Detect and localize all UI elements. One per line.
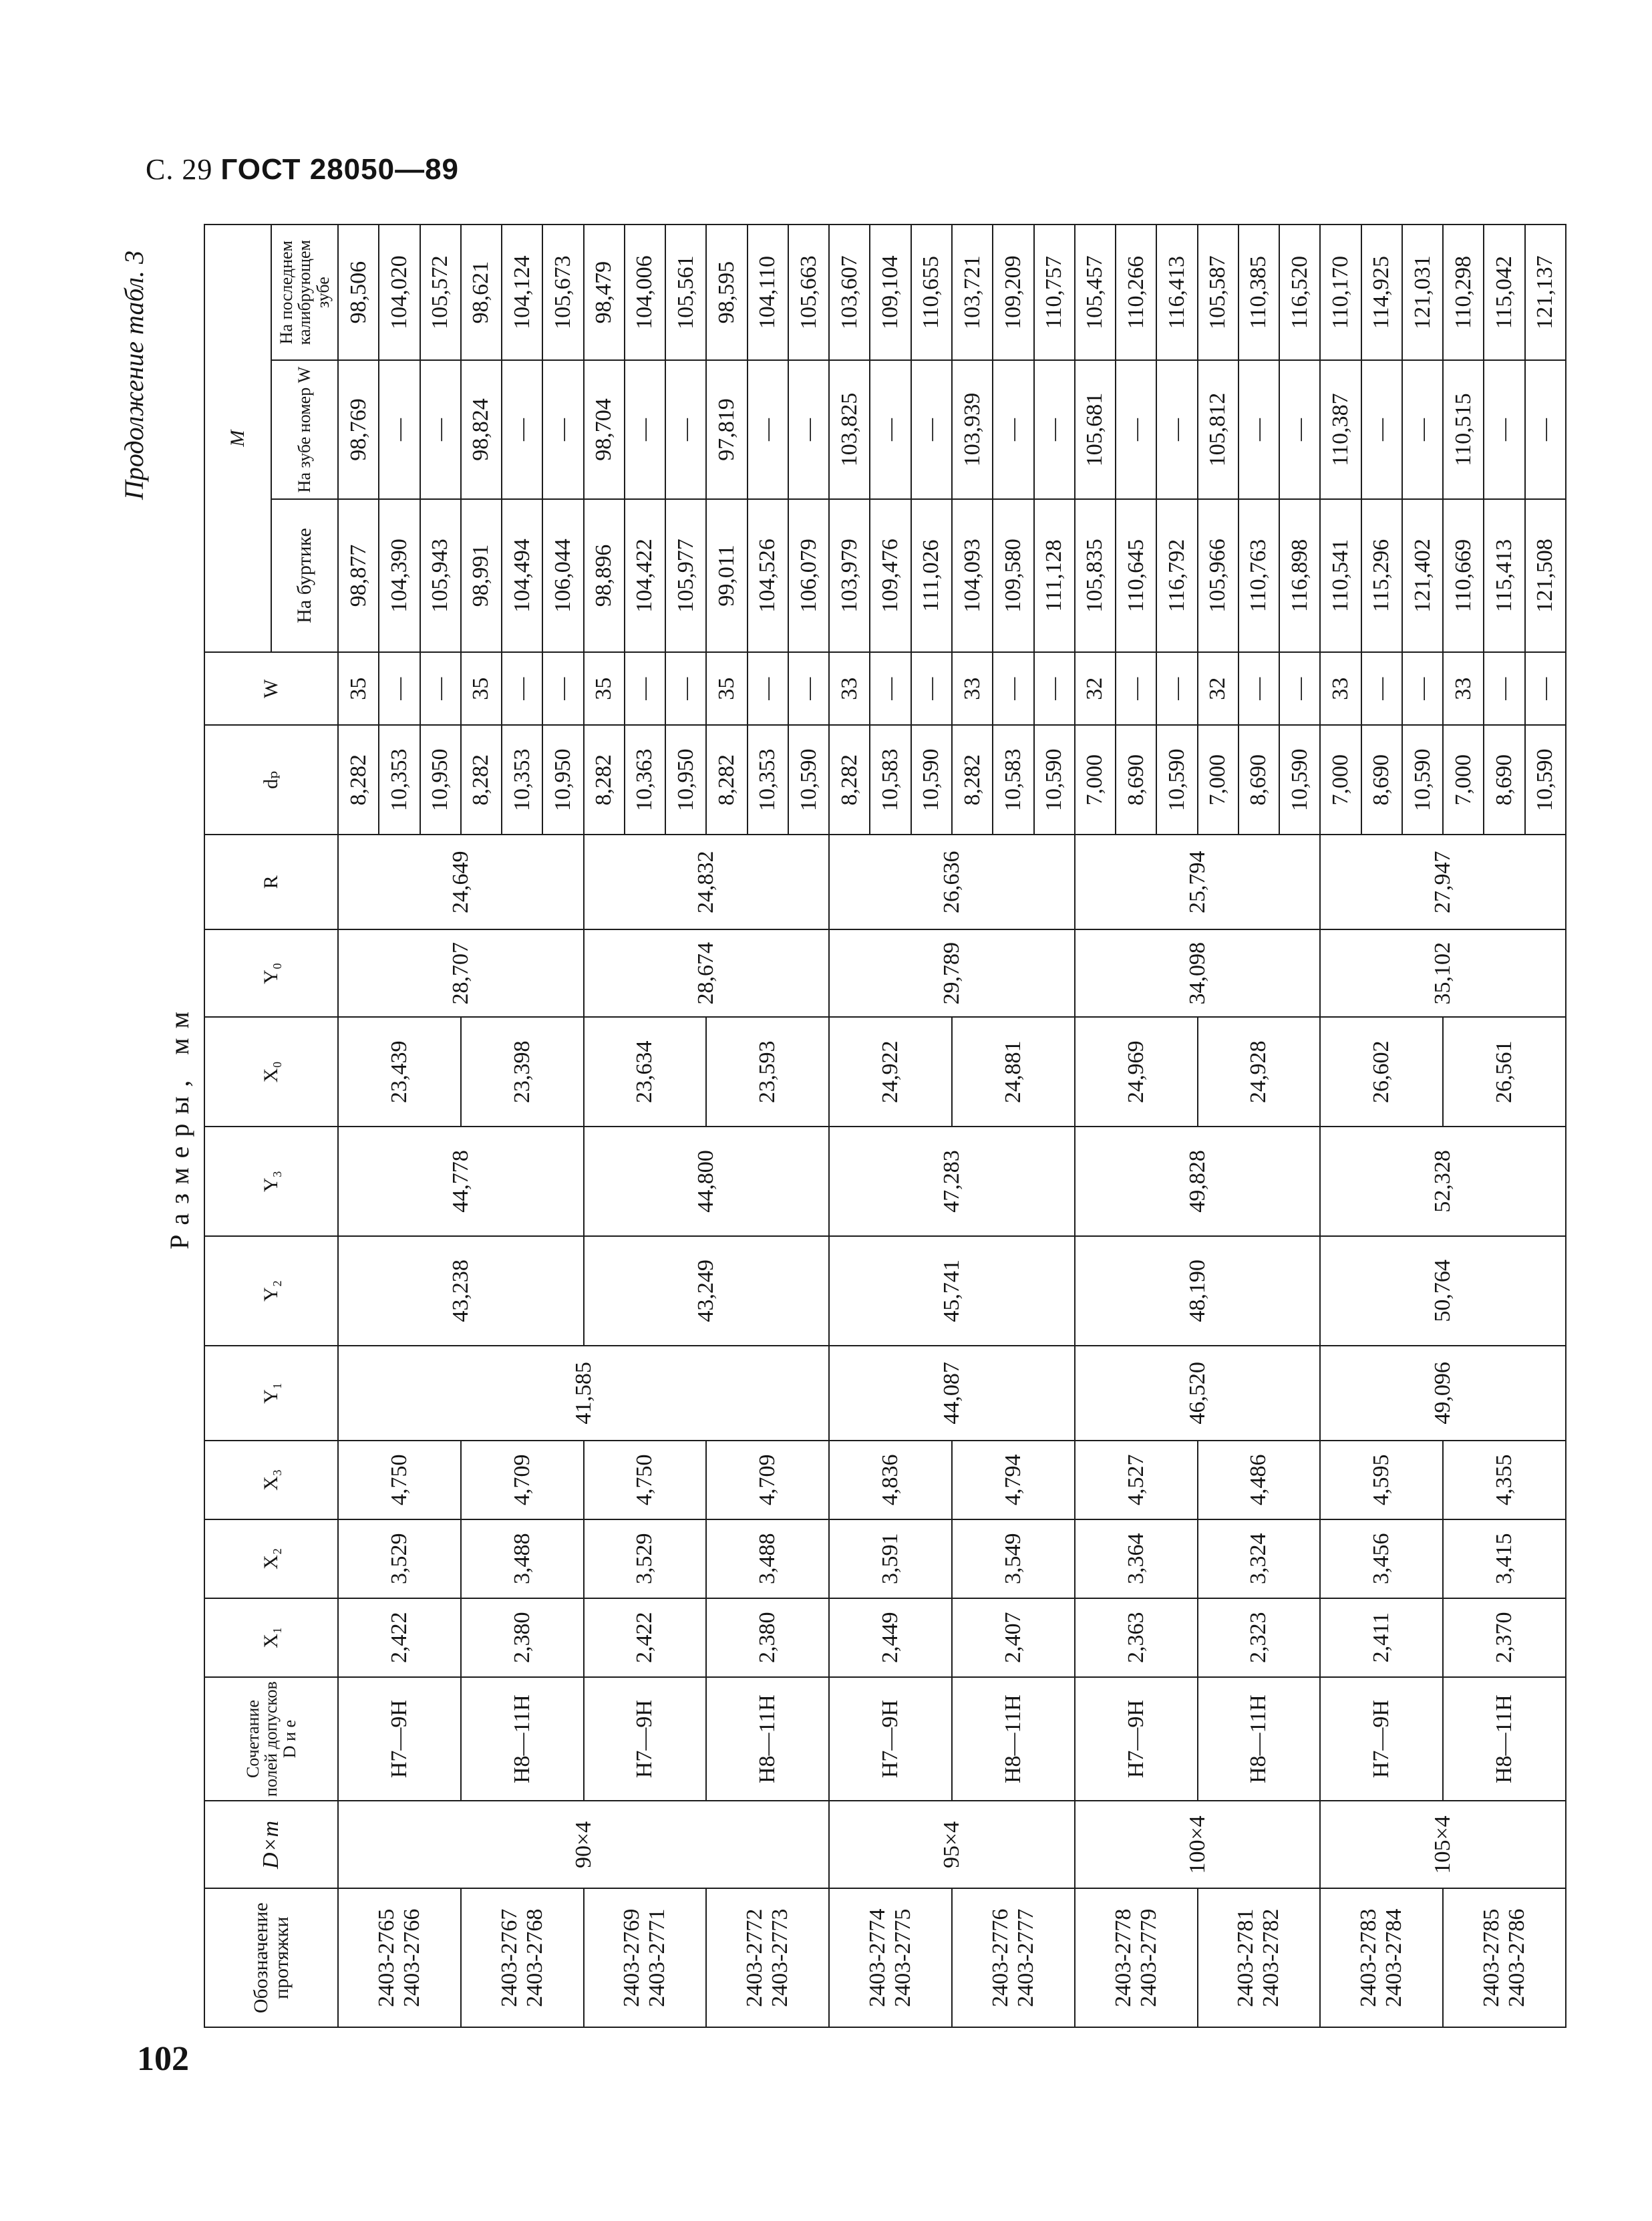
m-tooth-w-cell: 110,387 xyxy=(1320,360,1361,499)
x3-cell: 4,836 xyxy=(829,1441,952,1519)
m-collar-cell: 105,966 xyxy=(1198,499,1238,652)
designation-cell xyxy=(584,1888,707,2027)
m-last-cell: 110,266 xyxy=(1116,225,1156,360)
dp-cell: 8,282 xyxy=(338,725,379,835)
m-last-cell: 103,721 xyxy=(952,225,993,360)
m-tooth-w-cell: 98,824 xyxy=(461,360,502,499)
fit-cell: H8—11H xyxy=(461,1677,584,1801)
designation-cell xyxy=(338,1888,461,2027)
y0-cell: 34,098 xyxy=(1075,929,1321,1017)
m-tooth-w-cell: — xyxy=(1525,360,1566,499)
col-designation: Обозначение протяжки xyxy=(204,1888,338,2027)
designation-cell xyxy=(1075,1888,1198,2027)
y1-cell: 49,096 xyxy=(1320,1346,1566,1441)
designation-code: 2403-2777 xyxy=(1013,1908,1038,2007)
designation-code: 2403-2781 xyxy=(1233,1908,1259,2007)
x1-cell: 2,363 xyxy=(1075,1598,1198,1677)
dp-cell: 10,590 xyxy=(788,725,829,835)
x1-cell: 2,411 xyxy=(1320,1598,1443,1677)
x0-cell: 24,881 xyxy=(952,1017,1075,1127)
designation-code: 2403-2771 xyxy=(645,1908,670,2007)
x3-cell: 4,595 xyxy=(1320,1441,1443,1519)
x2-cell: 3,364 xyxy=(1075,1519,1198,1598)
y3-cell: 44,800 xyxy=(584,1127,830,1236)
m-last-cell: 110,655 xyxy=(911,225,952,360)
m-tooth-w-cell: 98,769 xyxy=(338,360,379,499)
m-last-cell: 98,621 xyxy=(461,225,502,360)
y0-cell: 29,789 xyxy=(829,929,1075,1017)
w-cell: — xyxy=(1238,652,1279,725)
m-collar-cell: 111,128 xyxy=(1034,499,1075,652)
x2-cell: 3,529 xyxy=(584,1519,707,1598)
broach-dimensions-table xyxy=(204,224,1566,2028)
m-last-cell: 121,137 xyxy=(1525,225,1566,360)
m-collar-cell: 121,402 xyxy=(1402,499,1443,652)
x3-cell: 4,750 xyxy=(338,1441,461,1519)
w-cell: — xyxy=(379,652,420,725)
table-row xyxy=(461,225,502,2027)
m-collar-cell: 116,792 xyxy=(1156,499,1197,652)
x1-cell: 2,323 xyxy=(1198,1598,1321,1677)
table-row xyxy=(1198,225,1238,2027)
w-cell: 32 xyxy=(1075,652,1116,725)
m-collar-cell: 110,669 xyxy=(1443,499,1484,652)
designation-code: 2403-2774 xyxy=(865,1908,890,2007)
dp-cell: 7,000 xyxy=(1320,725,1361,835)
w-cell: — xyxy=(665,652,706,725)
m-tooth-w-cell: 110,515 xyxy=(1443,360,1484,499)
m-collar-cell: 104,093 xyxy=(952,499,993,652)
m-last-cell: 109,209 xyxy=(993,225,1033,360)
dp-cell: 8,282 xyxy=(584,725,625,835)
x1-cell: 2,407 xyxy=(952,1598,1075,1677)
m-collar-cell: 105,977 xyxy=(665,499,706,652)
m-last-cell: 116,520 xyxy=(1279,225,1320,360)
m-tooth-w-cell: — xyxy=(420,360,461,499)
y3-cell: 47,283 xyxy=(829,1127,1075,1236)
y3-cell: 52,328 xyxy=(1320,1127,1566,1236)
dp-cell: 8,690 xyxy=(1361,725,1402,835)
designation-code: 2403-2783 xyxy=(1356,1908,1381,2007)
w-cell: — xyxy=(502,652,542,725)
w-cell: — xyxy=(1361,652,1402,725)
x0-cell: 23,398 xyxy=(461,1017,584,1127)
x2-cell: 3,488 xyxy=(706,1519,829,1598)
dp-cell: 10,363 xyxy=(625,725,665,835)
m-collar-cell: 106,079 xyxy=(788,499,829,652)
designation-cell xyxy=(952,1888,1075,2027)
dp-cell: 8,282 xyxy=(829,725,870,835)
y0-cell: 35,102 xyxy=(1320,929,1566,1017)
m-tooth-w-cell: — xyxy=(502,360,542,499)
x3-cell: 4,355 xyxy=(1443,1441,1566,1519)
m-collar-cell: 98,877 xyxy=(338,499,379,652)
m-last-cell: 104,006 xyxy=(625,225,665,360)
designation-code: 2403-2766 xyxy=(399,1908,424,2007)
w-cell: 33 xyxy=(952,652,993,725)
m-tooth-w-cell: 103,939 xyxy=(952,360,993,499)
w-cell: — xyxy=(1484,652,1524,725)
w-cell: — xyxy=(1279,652,1320,725)
fit-cell: H8—11H xyxy=(1443,1677,1566,1801)
m-tooth-w-cell: — xyxy=(1279,360,1320,499)
m-collar-cell: 121,508 xyxy=(1525,499,1566,652)
table-row xyxy=(829,225,870,2027)
m-last-cell: 104,020 xyxy=(379,225,420,360)
dp-cell: 10,950 xyxy=(665,725,706,835)
x2-cell: 3,549 xyxy=(952,1519,1075,1598)
col-m-last: На последнем калибрующем зубе xyxy=(271,225,338,360)
designation-code: 2403-2778 xyxy=(1110,1908,1136,2007)
col-fit: Сочетание полей допусков D и e xyxy=(204,1677,338,1801)
m-last-cell: 98,595 xyxy=(706,225,747,360)
w-cell: — xyxy=(420,652,461,725)
dimensions-group-header: Размеры, мм xyxy=(164,1002,194,1249)
dp-cell: 10,590 xyxy=(1279,725,1320,835)
m-last-cell: 116,413 xyxy=(1156,225,1197,360)
designation-code: 2403-2775 xyxy=(890,1908,916,2007)
m-collar-cell: 98,896 xyxy=(584,499,625,652)
dp-cell: 10,353 xyxy=(502,725,542,835)
dp-cell: 10,590 xyxy=(911,725,952,835)
designation-code: 2403-2786 xyxy=(1504,1908,1530,2007)
x3-cell: 4,794 xyxy=(952,1441,1075,1519)
m-last-cell: 105,673 xyxy=(542,225,583,360)
dp-cell: 10,583 xyxy=(870,725,911,835)
m-collar-cell: 104,422 xyxy=(625,499,665,652)
m-last-cell: 105,561 xyxy=(665,225,706,360)
designation-code: 2403-2779 xyxy=(1136,1908,1161,2007)
m-tooth-w-cell: 97,819 xyxy=(706,360,747,499)
m-tooth-w-cell: — xyxy=(1156,360,1197,499)
x3-cell: 4,486 xyxy=(1198,1441,1321,1519)
designation-cell xyxy=(1320,1888,1443,2027)
m-last-cell: 105,587 xyxy=(1198,225,1238,360)
table-row xyxy=(1443,225,1484,2027)
table-row xyxy=(1320,225,1361,2027)
x3-cell: 4,527 xyxy=(1075,1441,1198,1519)
m-last-cell: 110,385 xyxy=(1238,225,1279,360)
y1-cell: 46,520 xyxy=(1075,1346,1321,1441)
designation-code: 2403-2767 xyxy=(496,1908,522,2007)
col-r: R xyxy=(204,835,338,929)
w-cell: — xyxy=(625,652,665,725)
m-collar-cell: 103,979 xyxy=(829,499,870,652)
w-cell: — xyxy=(1116,652,1156,725)
x1-cell: 2,370 xyxy=(1443,1598,1566,1677)
designation-code: 2403-2768 xyxy=(522,1908,547,2007)
w-cell: — xyxy=(788,652,829,725)
col-m-collar: На буртике xyxy=(271,499,338,652)
y3-cell: 49,828 xyxy=(1075,1127,1321,1236)
m-collar-cell: 109,476 xyxy=(870,499,911,652)
m-tooth-w-cell: — xyxy=(993,360,1033,499)
m-collar-cell: 106,044 xyxy=(542,499,583,652)
col-y2: Y₂ xyxy=(204,1236,338,1346)
m-last-cell: 109,104 xyxy=(870,225,911,360)
col-w: W xyxy=(204,652,338,725)
m-tooth-w-cell: — xyxy=(1238,360,1279,499)
m-last-cell: 105,663 xyxy=(788,225,829,360)
m-collar-cell: 110,763 xyxy=(1238,499,1279,652)
w-cell: 32 xyxy=(1198,652,1238,725)
y0-cell: 28,707 xyxy=(338,929,584,1017)
m-tooth-w-cell: — xyxy=(665,360,706,499)
x2-cell: 3,529 xyxy=(338,1519,461,1598)
dxm-cell: 105×4 xyxy=(1320,1801,1566,1888)
designation-cell xyxy=(706,1888,829,2027)
w-cell: 35 xyxy=(706,652,747,725)
m-collar-cell: 99,011 xyxy=(706,499,747,652)
x2-cell: 3,488 xyxy=(461,1519,584,1598)
m-collar-cell: 109,580 xyxy=(993,499,1033,652)
r-cell: 27,947 xyxy=(1320,835,1566,929)
m-tooth-w-cell: — xyxy=(748,360,788,499)
w-cell: 33 xyxy=(829,652,870,725)
dp-cell: 8,282 xyxy=(706,725,747,835)
m-tooth-w-cell: — xyxy=(1034,360,1075,499)
w-cell: — xyxy=(870,652,911,725)
x3-cell: 4,750 xyxy=(584,1441,707,1519)
x0-cell: 23,634 xyxy=(584,1017,707,1127)
m-tooth-w-cell: — xyxy=(1484,360,1524,499)
w-cell: 35 xyxy=(461,652,502,725)
designation-code: 2403-2773 xyxy=(768,1908,793,2007)
dp-cell: 10,353 xyxy=(748,725,788,835)
m-tooth-w-cell: — xyxy=(870,360,911,499)
x0-cell: 24,922 xyxy=(829,1017,952,1127)
m-collar-cell: 104,390 xyxy=(379,499,420,652)
y2-cell: 50,764 xyxy=(1320,1236,1566,1346)
x3-cell: 4,709 xyxy=(706,1441,829,1519)
x1-cell: 2,380 xyxy=(706,1598,829,1677)
w-cell: 35 xyxy=(338,652,379,725)
designation-code: 2403-2782 xyxy=(1259,1908,1284,2007)
col-y0: Y₀ xyxy=(204,929,338,1017)
designation-cell xyxy=(829,1888,952,2027)
fit-cell: H7—9H xyxy=(584,1677,707,1801)
x3-cell: 4,709 xyxy=(461,1441,584,1519)
x0-cell: 23,439 xyxy=(338,1017,461,1127)
m-collar-cell: 115,413 xyxy=(1484,499,1524,652)
dp-cell: 8,690 xyxy=(1238,725,1279,835)
dp-cell: 7,000 xyxy=(1198,725,1238,835)
fit-cell: H8—11H xyxy=(1198,1677,1321,1801)
page-label: С. 29 xyxy=(146,153,213,186)
x1-cell: 2,449 xyxy=(829,1598,952,1677)
y1-cell: 41,585 xyxy=(338,1346,829,1441)
w-cell: — xyxy=(993,652,1033,725)
m-tooth-w-cell: — xyxy=(1116,360,1156,499)
m-tooth-w-cell: 103,825 xyxy=(829,360,870,499)
m-collar-cell: 115,296 xyxy=(1361,499,1402,652)
w-cell: — xyxy=(542,652,583,725)
designation-code: 2403-2785 xyxy=(1479,1908,1504,2007)
w-cell: — xyxy=(1034,652,1075,725)
y1-cell: 44,087 xyxy=(829,1346,1075,1441)
col-m-tooth-w: На зубе номер W xyxy=(271,360,338,499)
table-row xyxy=(1075,225,1116,2027)
m-last-cell: 105,572 xyxy=(420,225,461,360)
dp-cell: 8,282 xyxy=(952,725,993,835)
designation-code: 2403-2784 xyxy=(1381,1908,1407,2007)
fit-cell: H7—9H xyxy=(1075,1677,1198,1801)
dp-cell: 10,590 xyxy=(1156,725,1197,835)
m-last-cell: 114,925 xyxy=(1361,225,1402,360)
dp-cell: 7,000 xyxy=(1075,725,1116,835)
x0-cell: 23,593 xyxy=(706,1017,829,1127)
m-tooth-w-cell: 98,704 xyxy=(584,360,625,499)
dxm-cell: 100×4 xyxy=(1075,1801,1321,1888)
col-dp: dₚ xyxy=(204,725,338,835)
m-last-cell: 115,042 xyxy=(1484,225,1524,360)
designation-code: 2403-2765 xyxy=(373,1908,399,2007)
m-tooth-w-cell: — xyxy=(1402,360,1443,499)
m-last-cell: 110,757 xyxy=(1034,225,1075,360)
table-row xyxy=(706,225,747,2027)
dp-cell: 8,690 xyxy=(1484,725,1524,835)
m-collar-cell: 111,026 xyxy=(911,499,952,652)
x0-cell: 26,561 xyxy=(1443,1017,1566,1127)
col-dxm: D×m xyxy=(204,1801,338,1888)
x2-cell: 3,456 xyxy=(1320,1519,1443,1598)
m-collar-cell: 110,541 xyxy=(1320,499,1361,652)
m-last-cell: 98,506 xyxy=(338,225,379,360)
m-tooth-w-cell: — xyxy=(911,360,952,499)
m-last-cell: 121,031 xyxy=(1402,225,1443,360)
table-body xyxy=(338,225,1566,2027)
m-tooth-w-cell: 105,681 xyxy=(1075,360,1116,499)
w-cell: — xyxy=(1156,652,1197,725)
fit-cell: H8—11H xyxy=(952,1677,1075,1801)
m-collar-cell: 105,943 xyxy=(420,499,461,652)
w-cell: 33 xyxy=(1443,652,1484,725)
dp-cell: 7,000 xyxy=(1443,725,1484,835)
x1-cell: 2,380 xyxy=(461,1598,584,1677)
fit-cell: H7—9H xyxy=(829,1677,952,1801)
table-row xyxy=(952,225,993,2027)
dp-cell: 8,690 xyxy=(1116,725,1156,835)
designation-code: 2403-2776 xyxy=(987,1908,1013,2007)
m-collar-cell: 105,835 xyxy=(1075,499,1116,652)
m-tooth-w-cell: — xyxy=(1361,360,1402,499)
x1-cell: 2,422 xyxy=(584,1598,707,1677)
x2-cell: 3,591 xyxy=(829,1519,952,1598)
w-cell: — xyxy=(748,652,788,725)
m-collar-cell: 104,526 xyxy=(748,499,788,652)
m-tooth-w-cell: — xyxy=(788,360,829,499)
col-x0: X₀ xyxy=(204,1017,338,1127)
designation-cell xyxy=(1198,1888,1321,2027)
page-header xyxy=(146,152,459,186)
table-caption: Продолжение табл. 3 xyxy=(119,251,149,500)
col-y3: Y₃ xyxy=(204,1127,338,1236)
m-last-cell: 110,298 xyxy=(1443,225,1484,360)
dp-cell: 10,590 xyxy=(1402,725,1443,835)
designation-cell xyxy=(461,1888,584,2027)
m-last-cell: 98,479 xyxy=(584,225,625,360)
y2-cell: 43,249 xyxy=(584,1236,830,1346)
standard-title: ГОСТ 28050—89 xyxy=(220,153,460,186)
m-tooth-w-cell: 105,812 xyxy=(1198,360,1238,499)
dp-cell: 10,590 xyxy=(1525,725,1566,835)
y2-cell: 43,238 xyxy=(338,1236,584,1346)
designation-cell xyxy=(1443,1888,1566,2027)
r-cell: 24,649 xyxy=(338,835,584,929)
x0-cell: 26,602 xyxy=(1320,1017,1443,1127)
fit-cell: H8—11H xyxy=(706,1677,829,1801)
x2-cell: 3,324 xyxy=(1198,1519,1321,1598)
m-collar-cell: 104,494 xyxy=(502,499,542,652)
table-row xyxy=(584,225,625,2027)
dp-cell: 8,282 xyxy=(461,725,502,835)
r-cell: 24,832 xyxy=(584,835,830,929)
r-cell: 25,794 xyxy=(1075,835,1321,929)
m-tooth-w-cell: — xyxy=(379,360,420,499)
table-row xyxy=(338,225,379,2027)
w-cell: 35 xyxy=(584,652,625,725)
w-cell: — xyxy=(911,652,952,725)
y2-cell: 48,190 xyxy=(1075,1236,1321,1346)
dxm-cell: 90×4 xyxy=(338,1801,829,1888)
dp-cell: 10,590 xyxy=(1034,725,1075,835)
col-x1: X₁ xyxy=(204,1598,338,1677)
w-cell: — xyxy=(1525,652,1566,725)
dp-cell: 10,353 xyxy=(379,725,420,835)
m-last-cell: 110,170 xyxy=(1320,225,1361,360)
col-x2: X₂ xyxy=(204,1519,338,1598)
x0-cell: 24,969 xyxy=(1075,1017,1198,1127)
x0-cell: 24,928 xyxy=(1198,1017,1321,1127)
x1-cell: 2,422 xyxy=(338,1598,461,1677)
y2-cell: 45,741 xyxy=(829,1236,1075,1346)
y3-cell: 44,778 xyxy=(338,1127,584,1236)
w-cell: 33 xyxy=(1320,652,1361,725)
m-tooth-w-cell: — xyxy=(542,360,583,499)
designation-code: 2403-2772 xyxy=(742,1908,768,2007)
col-y1: Y₁ xyxy=(204,1346,338,1441)
m-last-cell: 104,110 xyxy=(748,225,788,360)
m-tooth-w-cell: — xyxy=(625,360,665,499)
page-number: 102 xyxy=(137,2040,189,2078)
m-collar-cell: 116,898 xyxy=(1279,499,1320,652)
m-collar-cell: 98,991 xyxy=(461,499,502,652)
col-x3: X₃ xyxy=(204,1441,338,1519)
rotated-table-block xyxy=(119,224,1566,2028)
m-last-cell: 104,124 xyxy=(502,225,542,360)
dxm-cell: 95×4 xyxy=(829,1801,1075,1888)
m-last-cell: 103,607 xyxy=(829,225,870,360)
dp-cell: 10,950 xyxy=(420,725,461,835)
fit-cell: H7—9H xyxy=(1320,1677,1443,1801)
x2-cell: 3,415 xyxy=(1443,1519,1566,1598)
fit-cell: H7—9H xyxy=(338,1677,461,1801)
dp-cell: 10,950 xyxy=(542,725,583,835)
col-m: M xyxy=(204,225,271,652)
w-cell: — xyxy=(1402,652,1443,725)
r-cell: 26,636 xyxy=(829,835,1075,929)
m-last-cell: 105,457 xyxy=(1075,225,1116,360)
dp-cell: 10,583 xyxy=(993,725,1033,835)
y0-cell: 28,674 xyxy=(584,929,830,1017)
designation-code: 2403-2769 xyxy=(619,1908,645,2007)
m-collar-cell: 110,645 xyxy=(1116,499,1156,652)
